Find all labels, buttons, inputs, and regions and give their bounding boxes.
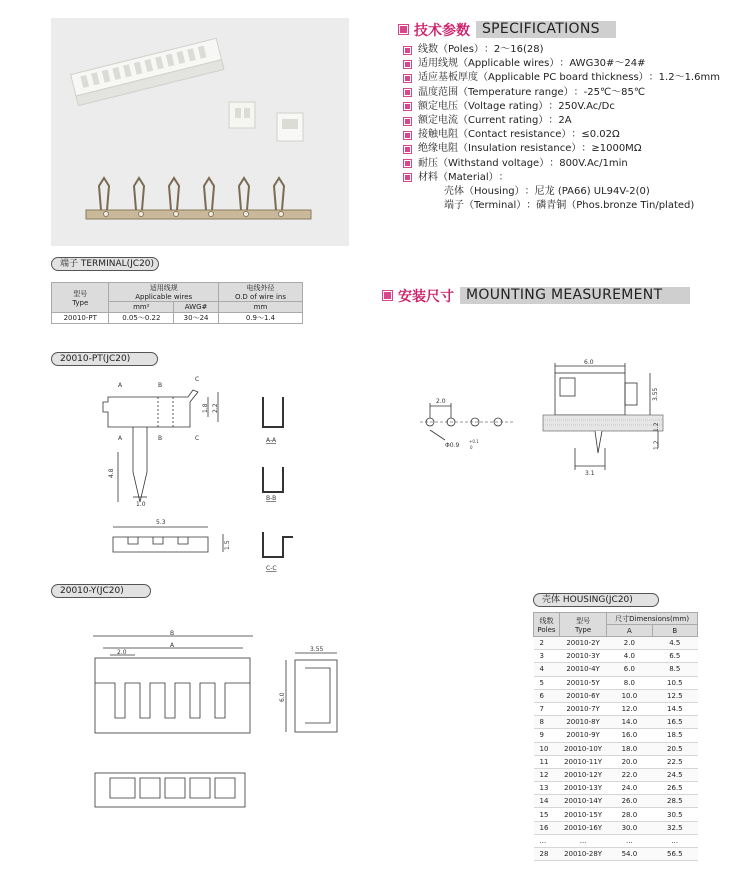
spec-item: 温度范围（Temperature range） ：-25℃～85℃ [404, 86, 720, 100]
terminal-dim-3: 4.8 [108, 468, 115, 478]
section-c-label: C-C [266, 565, 277, 572]
table-row: 9 20010-9Y 16.0 18.5 [534, 729, 698, 742]
bullet-icon [404, 47, 411, 54]
spec-item: 适应基板厚度（Applicable PC board thickness） ：1.2～1.6mm [404, 71, 720, 85]
bullet-icon [404, 118, 411, 125]
svg-text:+0.1: +0.1 [469, 439, 479, 444]
bullet-icon [404, 103, 411, 110]
table-row: 3 20010-3Y 4.0 6.5 [534, 650, 698, 663]
table-row: 14 20010-14Y 26.0 28.5 [534, 795, 698, 808]
svg-text:C: C [195, 376, 200, 383]
housing-table [533, 612, 698, 861]
col-a: A [607, 625, 652, 637]
bullet-icon [404, 160, 411, 167]
section-b-label: B-B [266, 495, 277, 502]
table-row: 11 20010-11Y 20.0 22.5 [534, 755, 698, 768]
terminal-dim-1: 1.8 [202, 403, 209, 413]
svg-text:A: A [118, 382, 123, 389]
housing-dim-a: A [170, 642, 175, 649]
connector-illustration [51, 18, 349, 246]
table-row: 28 20010-28Y 54.0 56.5 [534, 848, 698, 861]
mount-width-dim: 6.0 [584, 359, 594, 366]
spec-item: 接触电阻（Contact resistance） ：≤0.02Ω [404, 128, 720, 142]
col-dims: 尺寸Dimensions(mm) [607, 613, 698, 625]
bullet-icon [404, 146, 411, 153]
svg-text:B: B [158, 382, 163, 389]
heading-square-icon [399, 25, 408, 34]
specs-title-zh: 技术参数 [414, 22, 470, 39]
housing-table-label: 壳体 HOUSING(JC20) [533, 593, 659, 607]
col-awg: AWG# [174, 302, 219, 313]
col-mm2: mm² [109, 302, 174, 313]
bullet-icon [404, 75, 411, 82]
mount-h1-dim: 1.2 [653, 422, 660, 432]
mounting-title-en: MOUNTING MEASUREMENT [460, 287, 690, 304]
spec-item: 材料（Material） ： [404, 171, 720, 185]
spec-item: 绝缘电阻（Insulation resistance） ：≥1000MΩ [404, 142, 720, 156]
table-row: 6 20010-6Y 10.0 12.5 [534, 689, 698, 702]
mounting-title-zh: 安装尺寸 [398, 288, 454, 305]
terminal-drawing [98, 372, 298, 582]
svg-text:A: A [118, 435, 123, 442]
section-a-label: A-A [266, 437, 277, 444]
table-row: 16 20010-16Y 30.0 32.5 [534, 821, 698, 834]
mount-h2-dim: 1.2 [653, 440, 660, 450]
table-row: 2 20010-2Y 2.0 4.5 [534, 637, 698, 650]
table-row: 15 20010-15Y 28.0 30.5 [534, 808, 698, 821]
svg-text:0: 0 [470, 445, 473, 450]
spec-list [404, 43, 720, 213]
housing-dim-depth: 3.55 [310, 646, 324, 653]
mounting-heading [383, 287, 690, 304]
spec-item: 额定电压（Voltage rating） ：250V.Ac/Dc [404, 100, 720, 114]
col-poles: 线数 Poles [534, 613, 560, 637]
table-row: 13 20010-13Y 24.0 26.5 [534, 782, 698, 795]
heading-square-icon [383, 291, 392, 300]
housing-dim-height: 6.0 [279, 692, 286, 702]
terminal-drawing-label: 20010-PT(JC20) [51, 352, 158, 366]
col-od: 电线外径 O.D of wire ins [218, 283, 302, 302]
col-type: 型号 Type [560, 613, 607, 637]
specs-heading [399, 21, 616, 38]
terminal-dim-4: 1.0 [136, 501, 146, 508]
col-wires: 适用线规 Applicable wires [109, 283, 219, 302]
spec-item: 线数（Poles） ：2～16(28) [404, 43, 720, 57]
table-row: 8 20010-8Y 14.0 16.5 [534, 716, 698, 729]
hole-pattern-drawing [415, 395, 525, 455]
table-row: ... ... ... ... [534, 834, 698, 847]
svg-text:B: B [158, 435, 163, 442]
spec-item: 适用线规（Applicable wires） ：AWG30#～24# [404, 57, 720, 71]
spec-material-housing: 壳体（Housing） ：尼龙 (PA66) UL94V-2(0) [444, 186, 650, 198]
col-type: 型号 Type [52, 283, 109, 313]
bullet-icon [404, 61, 411, 68]
table-row: 4 20010-4Y 6.0 8.5 [534, 663, 698, 676]
table-row: 12 20010-12Y 22.0 24.5 [534, 768, 698, 781]
product-photo [51, 18, 349, 246]
mounting-side-drawing [540, 358, 670, 478]
terminal-dim-6: 1.5 [224, 540, 231, 550]
housing-dim-pitch: 2.0 [117, 649, 127, 656]
terminal-dim-5: 5.3 [156, 519, 166, 526]
spec-item: 耐压（Withstand voltage） ：800V.Ac/1min [404, 157, 720, 171]
mount-offset-dim: 3.1 [585, 470, 595, 477]
table-row: 5 20010-5Y 8.0 10.5 [534, 676, 698, 689]
terminal-table-label: 端子 TERMINAL(JC20) [51, 257, 159, 271]
spec-material-terminal: 端子（Terminal） ：磷青铜（Phos.bronze Tin/plated) [444, 200, 695, 212]
table-row: 20010-PT 0.05～0.22 30～24 0.9～1.4 [52, 313, 303, 324]
svg-text:C: C [195, 435, 200, 442]
terminal-dim-2: 2.2 [212, 403, 219, 413]
table-row: 7 20010-7Y 12.0 14.5 [534, 702, 698, 715]
housing-dim-b: B [170, 630, 175, 637]
hole-dim: Φ0.9 [445, 442, 460, 449]
spec-item: 额定电流（Current rating） ：2A [404, 114, 720, 128]
bullet-icon [404, 174, 411, 181]
col-mm: mm [218, 302, 302, 313]
housing-drawing-label: 20010-Y(JC20) [51, 584, 151, 598]
bullet-icon [404, 132, 411, 139]
terminal-table [51, 282, 303, 324]
bullet-icon [404, 89, 411, 96]
mount-height-dim: 3.55 [652, 387, 659, 401]
table-row: 10 20010-10Y 18.0 20.5 [534, 742, 698, 755]
housing-drawing [90, 628, 350, 818]
specs-title-en: SPECIFICATIONS [476, 21, 616, 38]
pitch-dim: 2.0 [436, 398, 446, 405]
col-b: B [652, 625, 697, 637]
